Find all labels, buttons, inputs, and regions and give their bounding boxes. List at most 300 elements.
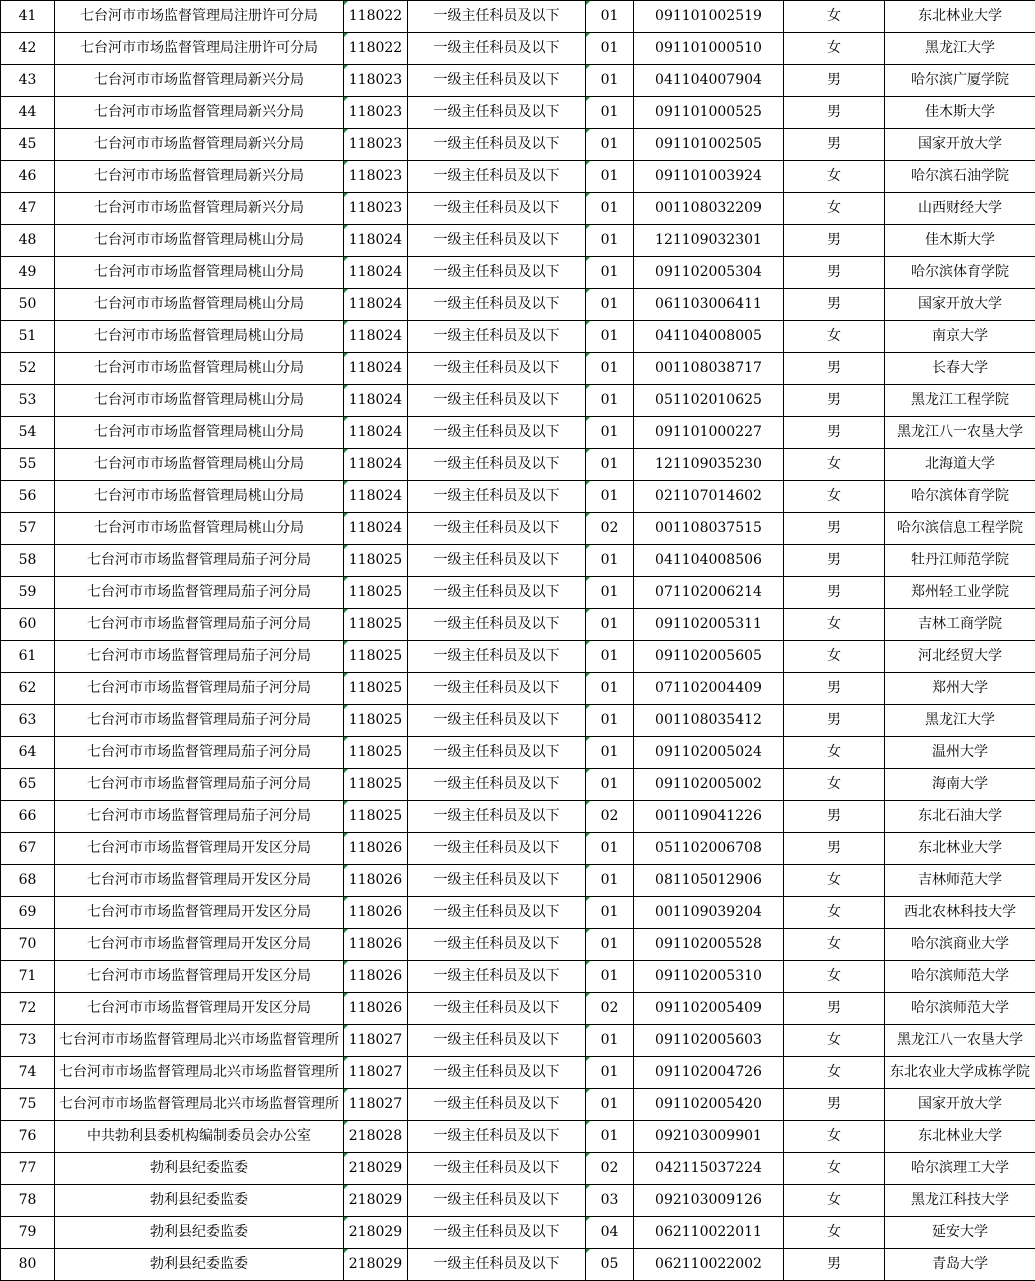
gender-cell: 女 [784,1153,885,1185]
position-title-cell: 一级主任科员及以下 [408,1089,586,1121]
gender-cell: 女 [784,929,885,961]
gender-cell: 男 [784,385,885,417]
table-row [1,833,1035,865]
gender-cell: 女 [784,1121,885,1153]
position-title-cell: 一级主任科员及以下 [408,513,586,545]
row-number-cell: 61 [1,641,55,673]
position-code-cell: 118022 [344,1,408,33]
gender-cell: 男 [784,65,885,97]
unit-name-cell: 七台河市市场监督管理局北兴市场监督管理所 [55,1089,344,1121]
gender-cell: 女 [784,1025,885,1057]
school-cell: 黑龙江八一农垦大学 [885,1025,1035,1057]
sub-code-cell: 01 [586,1,634,33]
ticket-number-cell: 001108038717 [634,353,784,385]
unit-name-cell: 七台河市市场监督管理局桃山分局 [55,417,344,449]
gender-cell: 男 [784,129,885,161]
table-row [1,545,1035,577]
table-row [1,993,1035,1025]
school-cell: 温州大学 [885,737,1035,769]
position-title-cell: 一级主任科员及以下 [408,1,586,33]
position-title-cell: 一级主任科员及以下 [408,673,586,705]
ticket-number-cell: 001108037515 [634,513,784,545]
table-row [1,481,1035,513]
sub-code-cell: 01 [586,865,634,897]
school-cell: 牡丹江师范学院 [885,545,1035,577]
sub-code-cell: 01 [586,385,634,417]
school-cell: 哈尔滨商业大学 [885,929,1035,961]
row-number-cell: 73 [1,1025,55,1057]
position-title-cell: 一级主任科员及以下 [408,609,586,641]
table-row [1,609,1035,641]
position-title-cell: 一级主任科员及以下 [408,545,586,577]
table-row [1,673,1035,705]
sub-code-cell: 01 [586,225,634,257]
table-row [1,225,1035,257]
position-title-cell: 一级主任科员及以下 [408,993,586,1025]
unit-name-cell: 七台河市市场监督管理局桃山分局 [55,481,344,513]
sub-code-cell: 01 [586,641,634,673]
ticket-number-cell: 062110022011 [634,1217,784,1249]
position-code-cell: 118026 [344,961,408,993]
row-number-cell: 74 [1,1057,55,1089]
sub-code-cell: 01 [586,1025,634,1057]
gender-cell: 男 [784,545,885,577]
table-row [1,897,1035,929]
gender-cell: 男 [784,1249,885,1281]
ticket-number-cell: 001108035412 [634,705,784,737]
row-number-cell: 77 [1,1153,55,1185]
sub-code-cell: 01 [586,929,634,961]
sub-code-cell: 05 [586,1249,634,1281]
results-table-body [1,1,1035,1281]
position-code-cell: 218029 [344,1217,408,1249]
gender-cell: 女 [784,1217,885,1249]
sub-code-cell: 02 [586,801,634,833]
sub-code-cell: 01 [586,417,634,449]
ticket-number-cell: 091101000227 [634,417,784,449]
position-code-cell: 118025 [344,705,408,737]
gender-cell: 女 [784,33,885,65]
gender-cell: 男 [784,257,885,289]
position-code-cell: 118024 [344,289,408,321]
unit-name-cell: 七台河市市场监督管理局开发区分局 [55,961,344,993]
unit-name-cell: 七台河市市场监督管理局北兴市场监督管理所 [55,1025,344,1057]
position-code-cell: 118023 [344,161,408,193]
row-number-cell: 41 [1,1,55,33]
unit-name-cell: 七台河市市场监督管理局桃山分局 [55,353,344,385]
school-cell: 海南大学 [885,769,1035,801]
position-title-cell: 一级主任科员及以下 [408,225,586,257]
position-code-cell: 118024 [344,417,408,449]
position-code-cell: 118026 [344,833,408,865]
gender-cell: 男 [784,705,885,737]
school-cell: 哈尔滨理工大学 [885,1153,1035,1185]
unit-name-cell: 七台河市市场监督管理局茄子河分局 [55,609,344,641]
position-title-cell: 一级主任科员及以下 [408,385,586,417]
position-title-cell: 一级主任科员及以下 [408,161,586,193]
school-cell: 佳木斯大学 [885,97,1035,129]
table-row [1,801,1035,833]
position-title-cell: 一级主任科员及以下 [408,289,586,321]
table-row [1,929,1035,961]
unit-name-cell: 七台河市市场监督管理局新兴分局 [55,161,344,193]
position-title-cell: 一级主任科员及以下 [408,33,586,65]
position-title-cell: 一级主任科员及以下 [408,353,586,385]
position-code-cell: 118026 [344,865,408,897]
table-row [1,1185,1035,1217]
row-number-cell: 69 [1,897,55,929]
gender-cell: 女 [784,449,885,481]
sub-code-cell: 01 [586,289,634,321]
position-title-cell: 一级主任科员及以下 [408,481,586,513]
position-title-cell: 一级主任科员及以下 [408,865,586,897]
row-number-cell: 68 [1,865,55,897]
unit-name-cell: 七台河市市场监督管理局桃山分局 [55,225,344,257]
position-code-cell: 118027 [344,1025,408,1057]
unit-name-cell: 七台河市市场监督管理局茄子河分局 [55,737,344,769]
row-number-cell: 70 [1,929,55,961]
school-cell: 黑龙江大学 [885,705,1035,737]
position-code-cell: 118025 [344,641,408,673]
position-code-cell: 118024 [344,353,408,385]
position-code-cell: 218029 [344,1249,408,1281]
school-cell: 国家开放大学 [885,129,1035,161]
unit-name-cell: 七台河市市场监督管理局茄子河分局 [55,673,344,705]
unit-name-cell: 七台河市市场监督管理局茄子河分局 [55,641,344,673]
school-cell: 青岛大学 [885,1249,1035,1281]
unit-name-cell: 七台河市市场监督管理局茄子河分局 [55,545,344,577]
row-number-cell: 78 [1,1185,55,1217]
row-number-cell: 64 [1,737,55,769]
ticket-number-cell: 091101000525 [634,97,784,129]
table-row [1,1025,1035,1057]
position-title-cell: 一级主任科员及以下 [408,65,586,97]
row-number-cell: 49 [1,257,55,289]
position-title-cell: 一级主任科员及以下 [408,1121,586,1153]
table-row [1,353,1035,385]
table-row [1,385,1035,417]
row-number-cell: 57 [1,513,55,545]
school-cell: 哈尔滨信息工程学院 [885,513,1035,545]
gender-cell: 女 [784,481,885,513]
position-title-cell: 一级主任科员及以下 [408,929,586,961]
school-cell: 长春大学 [885,353,1035,385]
unit-name-cell: 七台河市市场监督管理局桃山分局 [55,289,344,321]
unit-name-cell: 勃利县纪委监委 [55,1217,344,1249]
position-code-cell: 118026 [344,897,408,929]
row-number-cell: 80 [1,1249,55,1281]
ticket-number-cell: 071102004409 [634,673,784,705]
position-title-cell: 一级主任科员及以下 [408,1057,586,1089]
position-title-cell: 一级主任科员及以下 [408,129,586,161]
school-cell: 哈尔滨师范大学 [885,961,1035,993]
position-code-cell: 118023 [344,97,408,129]
position-title-cell: 一级主任科员及以下 [408,449,586,481]
position-title-cell: 一级主任科员及以下 [408,1185,586,1217]
position-code-cell: 118027 [344,1057,408,1089]
ticket-number-cell: 081105012906 [634,865,784,897]
ticket-number-cell: 041104007904 [634,65,784,97]
sub-code-cell: 01 [586,673,634,705]
row-number-cell: 53 [1,385,55,417]
position-code-cell: 118023 [344,65,408,97]
row-number-cell: 47 [1,193,55,225]
ticket-number-cell: 061103006411 [634,289,784,321]
ticket-number-cell: 062110022002 [634,1249,784,1281]
school-cell: 东北林业大学 [885,1121,1035,1153]
position-code-cell: 218029 [344,1185,408,1217]
ticket-number-cell: 021107014602 [634,481,784,513]
unit-name-cell: 七台河市市场监督管理局开发区分局 [55,897,344,929]
ticket-number-cell: 041104008005 [634,321,784,353]
gender-cell: 女 [784,609,885,641]
position-code-cell: 118027 [344,1089,408,1121]
ticket-number-cell: 091101002519 [634,1,784,33]
position-code-cell: 118024 [344,321,408,353]
table-row [1,193,1035,225]
gender-cell: 女 [784,897,885,929]
sub-code-cell: 01 [586,1057,634,1089]
school-cell: 北海道大学 [885,449,1035,481]
school-cell: 哈尔滨师范大学 [885,993,1035,1025]
school-cell: 吉林工商学院 [885,609,1035,641]
unit-name-cell: 勃利县纪委监委 [55,1249,344,1281]
row-number-cell: 54 [1,417,55,449]
sub-code-cell: 02 [586,1153,634,1185]
sub-code-cell: 01 [586,481,634,513]
position-code-cell: 118025 [344,769,408,801]
unit-name-cell: 七台河市市场监督管理局新兴分局 [55,129,344,161]
position-code-cell: 118025 [344,737,408,769]
table-row [1,705,1035,737]
ticket-number-cell: 091102005528 [634,929,784,961]
ticket-number-cell: 091102004726 [634,1057,784,1089]
gender-cell: 女 [784,1057,885,1089]
row-number-cell: 63 [1,705,55,737]
position-code-cell: 118025 [344,577,408,609]
position-title-cell: 一级主任科员及以下 [408,961,586,993]
sub-code-cell: 01 [586,961,634,993]
table-row [1,65,1035,97]
table-row [1,97,1035,129]
unit-name-cell: 七台河市市场监督管理局北兴市场监督管理所 [55,1057,344,1089]
position-title-cell: 一级主任科员及以下 [408,1153,586,1185]
unit-name-cell: 中共勃利县委机构编制委员会办公室 [55,1121,344,1153]
sub-code-cell: 01 [586,33,634,65]
ticket-number-cell: 051102006708 [634,833,784,865]
row-number-cell: 66 [1,801,55,833]
gender-cell: 女 [784,865,885,897]
sub-code-cell: 01 [586,161,634,193]
row-number-cell: 71 [1,961,55,993]
table-row [1,289,1035,321]
unit-name-cell: 七台河市市场监督管理局茄子河分局 [55,577,344,609]
ticket-number-cell: 092103009126 [634,1185,784,1217]
row-number-cell: 56 [1,481,55,513]
gender-cell: 男 [784,513,885,545]
sub-code-cell: 04 [586,1217,634,1249]
gender-cell: 男 [784,289,885,321]
table-row [1,1153,1035,1185]
ticket-number-cell: 091102005304 [634,257,784,289]
unit-name-cell: 七台河市市场监督管理局新兴分局 [55,97,344,129]
unit-name-cell: 勃利县纪委监委 [55,1153,344,1185]
position-code-cell: 118025 [344,673,408,705]
table-row [1,769,1035,801]
ticket-number-cell: 091101000510 [634,33,784,65]
ticket-number-cell: 091102005409 [634,993,784,1025]
sub-code-cell: 01 [586,65,634,97]
position-title-cell: 一级主任科员及以下 [408,193,586,225]
sub-code-cell: 01 [586,257,634,289]
unit-name-cell: 七台河市市场监督管理局桃山分局 [55,449,344,481]
row-number-cell: 60 [1,609,55,641]
table-row [1,1089,1035,1121]
position-code-cell: 118024 [344,513,408,545]
sub-code-cell: 01 [586,833,634,865]
school-cell: 国家开放大学 [885,289,1035,321]
ticket-number-cell: 051102010625 [634,385,784,417]
table-row [1,513,1035,545]
position-code-cell: 218028 [344,1121,408,1153]
unit-name-cell: 七台河市市场监督管理局桃山分局 [55,257,344,289]
ticket-number-cell: 071102006214 [634,577,784,609]
school-cell: 哈尔滨石油学院 [885,161,1035,193]
gender-cell: 男 [784,801,885,833]
gender-cell: 男 [784,225,885,257]
position-code-cell: 118025 [344,545,408,577]
school-cell: 哈尔滨体育学院 [885,257,1035,289]
school-cell: 黑龙江工程学院 [885,385,1035,417]
gender-cell: 男 [784,97,885,129]
position-title-cell: 一级主任科员及以下 [408,1217,586,1249]
table-row [1,961,1035,993]
school-cell: 东北林业大学 [885,833,1035,865]
school-cell: 郑州大学 [885,673,1035,705]
ticket-number-cell: 001108032209 [634,193,784,225]
ticket-number-cell: 091102005420 [634,1089,784,1121]
school-cell: 河北经贸大学 [885,641,1035,673]
gender-cell: 男 [784,673,885,705]
sub-code-cell: 03 [586,1185,634,1217]
position-code-cell: 118023 [344,129,408,161]
sub-code-cell: 01 [586,897,634,929]
table-row [1,1121,1035,1153]
ticket-number-cell: 091102005310 [634,961,784,993]
sub-code-cell: 01 [586,1089,634,1121]
sub-code-cell: 01 [586,321,634,353]
row-number-cell: 51 [1,321,55,353]
school-cell: 哈尔滨广厦学院 [885,65,1035,97]
gender-cell: 女 [784,321,885,353]
row-number-cell: 50 [1,289,55,321]
ticket-number-cell: 091101002505 [634,129,784,161]
gender-cell: 女 [784,1185,885,1217]
position-code-cell: 118022 [344,33,408,65]
unit-name-cell: 七台河市市场监督管理局新兴分局 [55,65,344,97]
table-row [1,1249,1035,1281]
position-title-cell: 一级主任科员及以下 [408,417,586,449]
table-row [1,449,1035,481]
position-code-cell: 118024 [344,257,408,289]
ticket-number-cell: 091102005024 [634,737,784,769]
table-row [1,737,1035,769]
sub-code-cell: 01 [586,705,634,737]
sub-code-cell: 01 [586,737,634,769]
table-row [1,1057,1035,1089]
ticket-number-cell: 092103009901 [634,1121,784,1153]
table-row [1,641,1035,673]
position-title-cell: 一级主任科员及以下 [408,1025,586,1057]
ticket-number-cell: 091102005311 [634,609,784,641]
sub-code-cell: 02 [586,513,634,545]
school-cell: 吉林师范大学 [885,865,1035,897]
ticket-number-cell: 121109035230 [634,449,784,481]
unit-name-cell: 七台河市市场监督管理局桃山分局 [55,321,344,353]
table-row [1,161,1035,193]
sub-code-cell: 01 [586,353,634,385]
unit-name-cell: 七台河市市场监督管理局注册许可分局 [55,1,344,33]
gender-cell: 男 [784,1089,885,1121]
gender-cell: 女 [784,769,885,801]
row-number-cell: 43 [1,65,55,97]
unit-name-cell: 七台河市市场监督管理局茄子河分局 [55,801,344,833]
row-number-cell: 55 [1,449,55,481]
sub-code-cell: 01 [586,769,634,801]
ticket-number-cell: 091102005002 [634,769,784,801]
position-code-cell: 118024 [344,449,408,481]
position-code-cell: 118026 [344,929,408,961]
position-code-cell: 118023 [344,193,408,225]
school-cell: 黑龙江科技大学 [885,1185,1035,1217]
gender-cell: 女 [784,737,885,769]
position-title-cell: 一级主任科员及以下 [408,1249,586,1281]
unit-name-cell: 七台河市市场监督管理局开发区分局 [55,993,344,1025]
row-number-cell: 67 [1,833,55,865]
position-title-cell: 一级主任科员及以下 [408,801,586,833]
unit-name-cell: 七台河市市场监督管理局开发区分局 [55,865,344,897]
unit-name-cell: 七台河市市场监督管理局茄子河分局 [55,769,344,801]
ticket-number-cell: 001109041226 [634,801,784,833]
position-code-cell: 218029 [344,1153,408,1185]
school-cell: 南京大学 [885,321,1035,353]
sub-code-cell: 01 [586,577,634,609]
position-code-cell: 118026 [344,993,408,1025]
ticket-number-cell: 091101003924 [634,161,784,193]
position-title-cell: 一级主任科员及以下 [408,737,586,769]
school-cell: 东北林业大学 [885,1,1035,33]
position-title-cell: 一级主任科员及以下 [408,897,586,929]
unit-name-cell: 七台河市市场监督管理局桃山分局 [55,513,344,545]
ticket-number-cell: 041104008506 [634,545,784,577]
unit-name-cell: 七台河市市场监督管理局桃山分局 [55,385,344,417]
ticket-number-cell: 091102005603 [634,1025,784,1057]
sub-code-cell: 01 [586,193,634,225]
school-cell: 国家开放大学 [885,1089,1035,1121]
position-title-cell: 一级主任科员及以下 [408,705,586,737]
unit-name-cell: 七台河市市场监督管理局新兴分局 [55,193,344,225]
table-row [1,1,1035,33]
gender-cell: 男 [784,833,885,865]
school-cell: 佳木斯大学 [885,225,1035,257]
table-row [1,129,1035,161]
ticket-number-cell: 091102005605 [634,641,784,673]
table-row [1,865,1035,897]
school-cell: 东北农业大学成栋学院 [885,1057,1035,1089]
school-cell: 黑龙江八一农垦大学 [885,417,1035,449]
ticket-number-cell: 042115037224 [634,1153,784,1185]
sub-code-cell: 02 [586,993,634,1025]
